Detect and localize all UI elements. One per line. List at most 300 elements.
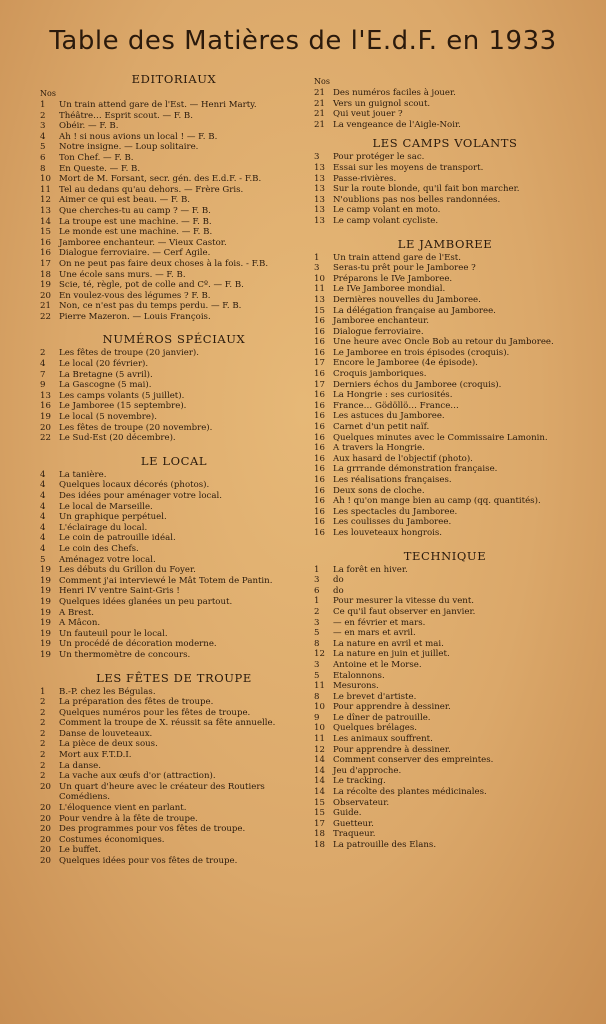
entry-title: Pour apprendre à dessiner. [333, 744, 451, 755]
entry-title: Une école sans murs. — F. B. [59, 269, 186, 280]
entry-title: Préparons le IVe Jamboree. [333, 273, 453, 284]
entry-title: Les astuces du Jamboree. [333, 411, 445, 422]
entry-title: Le Sud-Est (20 décembre). [59, 433, 176, 444]
section-heading: EDITORIAUX [131, 72, 217, 86]
issue-number: 6 [40, 152, 46, 163]
issue-number: 19 [40, 596, 51, 607]
entry-title: A Mâcon. [59, 618, 101, 629]
issue-number: 20 [40, 813, 51, 824]
issue-number: 20 [40, 824, 51, 835]
entry-title: Scie, té, règle, pot de colle and Cº. — F. B. [59, 280, 244, 291]
list-item [40, 533, 308, 544]
issue-number: 14 [314, 776, 325, 787]
entry-title: Une heure avec Oncle Bob au retour du Jamboree. [333, 337, 554, 348]
issue-number: 10 [40, 174, 51, 185]
issue-number: 16 [40, 401, 51, 412]
issue-number: 15 [314, 808, 325, 819]
list-item [314, 745, 576, 756]
list-item [40, 697, 308, 708]
list-item [40, 782, 308, 803]
list-item [40, 270, 308, 281]
list-item [40, 576, 308, 587]
left-column [40, 72, 308, 867]
entry-title: La troupe est une machine. — F. B. [59, 216, 212, 227]
entry-title: La récolte des plantes médicinales. [333, 787, 487, 798]
entry-title: Le tracking. [333, 776, 386, 787]
entry-title: Notre insigne. — Loup solitaire. [59, 142, 199, 153]
issue-number: 11 [314, 284, 325, 295]
entry-title: En voulez-vous des légumes ? F. B. [59, 290, 211, 301]
list-item [40, 629, 308, 640]
entry-title: N'oublions pas nos belles randonnées. [333, 194, 501, 205]
issue-number: 20 [40, 803, 51, 814]
issue-number: 18 [314, 829, 325, 840]
list-item [40, 153, 308, 164]
list-item [40, 586, 308, 597]
entry-title: Le camp volant en moto. [333, 205, 441, 216]
list-item [314, 327, 576, 338]
list-item [314, 284, 576, 295]
entry-title: Seras-tu prêt pour le Jamboree ? [333, 263, 476, 274]
issue-number: 7 [40, 369, 46, 380]
entry-title: Jamboree enchanteur. [333, 316, 429, 327]
list-item [314, 422, 576, 433]
entry-title: La nature en avril et mai. [333, 638, 444, 649]
issue-number: 20 [40, 856, 51, 866]
issue-number: 14 [40, 216, 51, 227]
list-item [40, 597, 308, 608]
list-item [40, 470, 308, 481]
entry-title: Carnet d'un petit naïf. [333, 422, 430, 433]
list-item [314, 401, 576, 412]
issue-number: 3 [314, 263, 320, 274]
list-item [314, 819, 576, 830]
entry-title: Ton Chef. — F. B. [59, 152, 134, 163]
issue-number: 16 [314, 506, 325, 517]
entry-title: La préparation des fêtes de troupe. [59, 697, 214, 708]
issue-number: 4 [40, 359, 46, 370]
issue-number: 21 [314, 109, 325, 120]
list-item [40, 100, 308, 111]
list-item [314, 274, 576, 285]
entry-title: Comment conserver des empreintes. [333, 755, 494, 766]
issue-number: 15 [314, 305, 325, 316]
list-item [40, 491, 308, 502]
issue-number: 11 [40, 184, 51, 195]
issue-number: 1 [40, 100, 46, 110]
issue-number: 13 [40, 390, 51, 401]
issue-number: 5 [314, 670, 320, 681]
list-item [40, 856, 308, 867]
issue-number: 17 [40, 258, 51, 269]
entry-title: Les débuts du Grillon du Foyer. [59, 565, 196, 576]
issue-number: 21 [314, 88, 325, 98]
list-item [40, 312, 308, 323]
issue-number: 9 [314, 712, 320, 723]
issue-number: 17 [314, 818, 325, 829]
issue-number: 4 [40, 543, 46, 554]
list-item [40, 401, 308, 412]
issue-number: 2 [40, 718, 46, 729]
issue-number: 4 [40, 480, 46, 491]
entry-title: Pour protéger le sac. [333, 152, 425, 163]
list-item [40, 217, 308, 228]
entry-title: Des numéros faciles à jouer. [333, 88, 456, 98]
issue-number: 2 [40, 348, 46, 359]
list-item [314, 840, 576, 851]
list-item [40, 433, 308, 444]
entry-title: Non, ce n'est pas du temps perdu. — F. B. [59, 301, 242, 312]
issue-number: 19 [40, 607, 51, 618]
entry-title: La tanière. [59, 469, 107, 480]
issue-number: 2 [40, 771, 46, 782]
section-heading: LES CAMPS VOLANTS [372, 136, 518, 151]
list-item [314, 702, 576, 713]
entry-title: Danse de louveteaux. [59, 728, 153, 739]
list-item [40, 729, 308, 740]
entry-title: do [333, 585, 344, 596]
list-item [40, 132, 308, 143]
issue-number: 16 [314, 432, 325, 443]
list-item [314, 380, 576, 391]
entry-title: Les fêtes de troupe (20 novembre). [59, 422, 213, 433]
list-item [314, 618, 576, 629]
entry-title: Quelques locaux décorés (photos). [59, 480, 210, 491]
issue-number: 20 [40, 781, 51, 792]
section-heading: LE LOCAL [140, 453, 208, 468]
issue-number: 16 [314, 422, 325, 433]
issue-number: 19 [40, 618, 51, 629]
entry-title: Un graphique perpétuel. [59, 512, 167, 523]
entry-title: Quelques idées glanées un peu partout. [59, 596, 233, 607]
entry-title: B.-P. chez les Bégulas. [59, 686, 156, 697]
entry-title: Le coin des Chefs. [59, 543, 139, 554]
entry-title: Ah ! si nous avions un local ! — F. B. [59, 131, 218, 142]
list-item [40, 206, 308, 217]
issue-number: 13 [314, 205, 325, 216]
list-item [314, 295, 576, 306]
list-item [40, 502, 308, 513]
entry-title: La vache aux œufs d'or (attraction). [59, 771, 216, 782]
list-item [40, 608, 308, 619]
entry-title: Les réalisations françaises. [333, 475, 452, 485]
issue-number: 16 [314, 369, 325, 380]
issue-number: 20 [40, 290, 51, 301]
entry-title: Pour vendre à la fête de troupe. [59, 813, 198, 824]
issue-number: 19 [40, 639, 51, 650]
entry-title: Quelques numéros pour les fêtes de troupe. [59, 707, 251, 718]
entry-title: Aménagez votre local. [59, 554, 156, 565]
list-item [314, 787, 576, 798]
entry-title: Pierre Mazeron. — Louis François. [59, 311, 211, 322]
entry-title: Croquis jamboriques. [333, 369, 427, 380]
issue-number: 12 [314, 649, 325, 660]
entry-title: Des programmes pour vos fêtes de troupe. [59, 824, 246, 835]
entry-title: Guetteur. [333, 818, 374, 829]
issue-number: 4 [40, 131, 46, 142]
entry-title: Les spectacles du Jamboree. [333, 506, 458, 517]
list-item [314, 766, 576, 777]
entry-title: Comment j'ai interviewé le Mât Totem de Pantin. [59, 575, 273, 586]
list-item [314, 649, 576, 660]
issue-number: 13 [314, 194, 325, 205]
entry-title: Un procédé de décoration moderne. [59, 639, 217, 650]
list-item [40, 227, 308, 238]
entry-title: Le brevet d'artiste. [333, 691, 417, 702]
list-item [314, 369, 576, 380]
entry-title: La vengeance de l'Aigle-Noir. [333, 119, 461, 130]
entry-title: Pour mesurer la vitesse du vent. [333, 596, 475, 607]
entry-title: L'éloquence vient en parlant. [59, 803, 187, 814]
issue-number: 2 [40, 739, 46, 750]
issue-number: 16 [314, 400, 325, 411]
entry-title: Etalonnons. [333, 670, 385, 681]
entry-title: La Gascogne (5 mai). [59, 380, 152, 391]
issue-number: 2 [40, 750, 46, 761]
list-item [314, 337, 576, 348]
issue-number: 13 [314, 184, 325, 195]
issue-number: 2 [314, 606, 320, 617]
list-item [314, 829, 576, 840]
issue-number: 19 [40, 586, 51, 597]
issue-number: 16 [314, 326, 325, 337]
list-item [314, 692, 576, 703]
list-item [314, 454, 576, 465]
list-item [40, 480, 308, 491]
issue-number: 4 [40, 469, 46, 480]
list-item [314, 639, 576, 650]
issue-number: 19 [40, 628, 51, 639]
issue-number: 5 [314, 628, 320, 639]
issue-number: 4 [40, 491, 46, 501]
entry-title: A travers la Hongrie. [333, 443, 425, 454]
entry-title: Le Jamboree en trois épisodes (croquis). [333, 347, 510, 358]
issue-number: 22 [40, 433, 51, 444]
entry-title: La grrrande démonstration française. [333, 464, 498, 475]
list-item [40, 174, 308, 185]
entry-title: Un train attend gare de l'Est. — Henri Marty. [59, 100, 257, 110]
entry-title: Vers un guignol scout. [333, 98, 431, 109]
entry-title: Henri IV ventre Saint-Gris ! [59, 586, 180, 597]
entry-title: Le local de Marseille. [59, 501, 153, 512]
issue-number: 8 [40, 163, 46, 174]
issue-number: 19 [40, 649, 51, 660]
list-item [314, 507, 576, 518]
list-item [314, 628, 576, 639]
entry-title: — en février et mars. [333, 617, 426, 628]
issue-number: 1 [40, 686, 46, 697]
issue-number: 13 [40, 205, 51, 216]
list-item [314, 358, 576, 369]
issue-number: 8 [314, 691, 320, 702]
list-item [40, 835, 308, 846]
entry-title: Encore le Jamboree (4e épisode). [333, 358, 478, 369]
entry-title: Essai sur les moyens de transport. [333, 162, 484, 173]
list-item [314, 607, 576, 618]
issue-number: 11 [314, 734, 325, 745]
issue-number: 16 [314, 485, 325, 496]
issue-number: 16 [40, 237, 51, 248]
list-item [40, 803, 308, 814]
issue-number: 10 [314, 273, 325, 284]
issue-number: 12 [314, 744, 325, 755]
issue-number: 16 [314, 475, 325, 485]
list-item [314, 216, 576, 227]
entry-title: Pour apprendre à dessiner. [333, 702, 451, 713]
list-item [314, 88, 576, 99]
list-item [314, 755, 576, 766]
entry-title: Un quart d'heure avec le créateur des Routiers Comédiens. [59, 781, 265, 803]
list-item [314, 528, 576, 539]
list-item [314, 120, 576, 131]
issue-number: 2 [40, 110, 46, 121]
issue-number: 8 [314, 638, 320, 649]
list-item [314, 152, 576, 163]
issue-number: 16 [314, 527, 325, 538]
list-item [40, 121, 308, 132]
entry-title: Tel au dedans qu'au dehors. — Frère Gris. [59, 184, 244, 195]
entry-title: Le monde est une machine. — F. B. [59, 227, 213, 238]
list-item [40, 248, 308, 259]
entry-title: Théâtre… Esprit scout. — F. B. [59, 110, 193, 121]
entry-title: Quelques idées pour vos fêtes de troupe. [59, 856, 238, 866]
entry-title: A Brest. [59, 607, 95, 618]
number-column-label: Nos [314, 77, 330, 86]
entry-title: Les coulisses du Jamboree. [333, 517, 452, 528]
list-item [314, 475, 576, 486]
entry-title: Les animaux souffrent. [333, 734, 433, 745]
entry-title: Le local (5 novembre). [59, 412, 157, 423]
list-item [40, 423, 308, 434]
list-item [40, 301, 308, 312]
list-item [314, 734, 576, 745]
issue-number: 16 [314, 316, 325, 327]
issue-number: 1 [314, 252, 320, 263]
entry-title: Mort aux F.T.D.I. [59, 750, 132, 761]
issue-number: 3 [314, 659, 320, 670]
entry-title: Mort de M. Forsant, secr. gén. des E.d.F. - F.B. [59, 174, 262, 185]
list-item [40, 650, 308, 661]
list-item [314, 99, 576, 110]
list-item [314, 253, 576, 264]
entry-title: Aux hasard de l'objectif (photo). [333, 453, 473, 464]
entry-title: En Queste. — F. B. [59, 163, 141, 174]
issue-number: 15 [40, 227, 51, 238]
entry-title: Le Jamboree (15 septembre). [59, 401, 187, 412]
right-column [314, 72, 576, 851]
list-item [314, 575, 576, 586]
issue-number: 4 [40, 522, 46, 533]
entry-title: Derniers échos du Jamboree (croquis). [333, 379, 502, 390]
list-item [40, 739, 308, 750]
list-item [314, 808, 576, 819]
issue-number: 19 [40, 565, 51, 576]
entry-title: Jamboree enchanteur. — Vieux Castor. [59, 237, 227, 248]
issue-number: 14 [314, 787, 325, 798]
list-item [314, 390, 576, 401]
list-item [314, 109, 576, 120]
number-column-label: Nos [40, 89, 56, 98]
list-item [40, 164, 308, 175]
list-item [314, 316, 576, 327]
issue-number: 2 [40, 728, 46, 739]
issue-number: 2 [40, 697, 46, 708]
entry-title: Mesurons. [333, 681, 379, 692]
entry-title: Le dîner de patrouille. [333, 712, 431, 723]
issue-number: 16 [314, 453, 325, 464]
issue-number: 20 [40, 834, 51, 845]
issue-number: 20 [40, 845, 51, 856]
entry-title: Que cherches-tu au camp ? — F. B. [59, 205, 211, 216]
entry-title: Observateur. [333, 797, 390, 808]
list-item [40, 708, 308, 719]
issue-number: 16 [314, 347, 325, 358]
list-item [40, 412, 308, 423]
list-item [314, 163, 576, 174]
list-item [314, 723, 576, 734]
entry-title: Les louveteaux hongrois. [333, 527, 443, 538]
list-item [40, 391, 308, 402]
list-item [40, 259, 308, 270]
list-item [314, 671, 576, 682]
entry-title: Un thermomètre de concours. [59, 649, 191, 660]
entry-title: Dialogue ferroviaire. [333, 326, 424, 337]
entry-title: La délégation française au Jamboree. [333, 305, 496, 316]
entry-title: Ce qu'il faut observer en janvier. [333, 606, 476, 617]
entry-title: Guide. [333, 808, 362, 819]
list-item [40, 824, 308, 835]
list-item [314, 433, 576, 444]
issue-number: 3 [314, 152, 320, 163]
issue-number: 4 [40, 533, 46, 544]
issue-number: 12 [40, 195, 51, 206]
issue-number: 14 [314, 755, 325, 766]
list-item [314, 798, 576, 809]
issue-number: 10 [314, 723, 325, 734]
list-item [40, 618, 308, 629]
issue-number: 5 [40, 554, 46, 565]
issue-number: 21 [314, 98, 325, 109]
issue-number: 16 [314, 517, 325, 528]
issue-number: 17 [314, 379, 325, 390]
entry-title: Les camps volants (5 juillet). [59, 390, 185, 401]
entry-title: La forêt en hiver. [333, 564, 408, 575]
section-heading: TECHNIQUE [403, 548, 487, 563]
entry-title: Traqueur. [333, 829, 376, 840]
list-item [314, 464, 576, 475]
list-item [40, 185, 308, 196]
list-item [40, 639, 308, 650]
list-item [314, 565, 576, 576]
list-item [40, 348, 308, 359]
entry-title: Ah ! qu'on mange bien au camp (qq. quantités). [333, 496, 541, 507]
page-title: Table des Matières de l'E.d.F. en 1933 [49, 26, 557, 56]
issue-number: 21 [314, 119, 325, 130]
entry-title: Les fêtes de troupe (20 janvier). [59, 348, 200, 359]
issue-number: 15 [314, 797, 325, 808]
list-item [40, 565, 308, 576]
list-item [314, 306, 576, 317]
list-item [314, 517, 576, 528]
entry-title: Costumes économiques. [59, 834, 165, 845]
list-item [314, 586, 576, 597]
issue-number: 6 [314, 585, 320, 596]
list-item [314, 660, 576, 671]
entry-title: Passe-rivières. [333, 173, 397, 184]
list-item [40, 523, 308, 534]
issue-number: 16 [314, 411, 325, 422]
list-item [40, 280, 308, 291]
